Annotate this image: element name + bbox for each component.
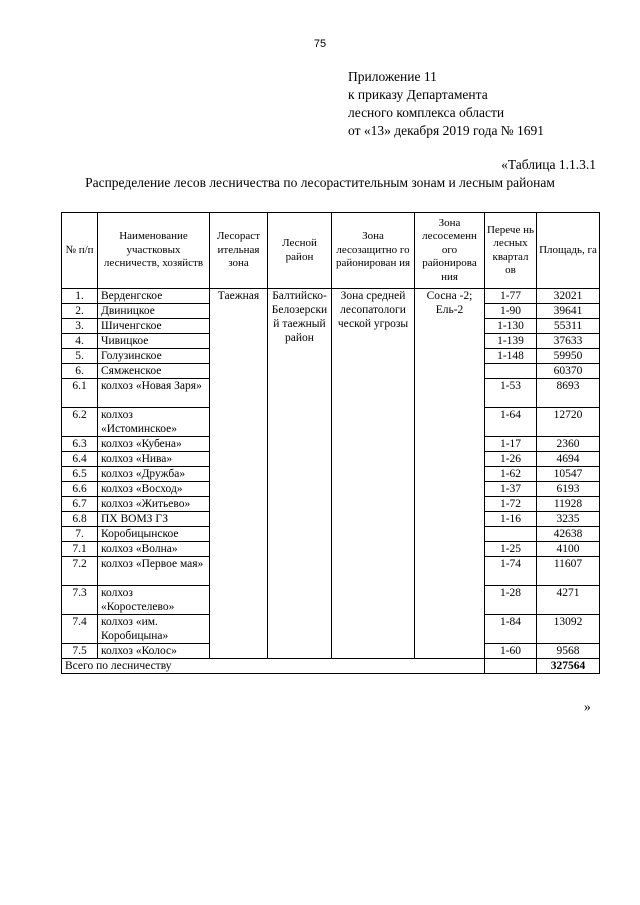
row-area: 39641: [537, 304, 600, 319]
row-quarters: 1-26: [485, 452, 537, 467]
row-quarters: 1-64: [485, 408, 537, 437]
header-forest-region: Лесной район: [268, 213, 332, 289]
row-num: 3.: [62, 319, 98, 334]
row-name: ПХ ВОМЗ ГЗ: [98, 512, 210, 527]
forest-zone-cell: Таежная: [210, 289, 268, 659]
row-area: 11928: [537, 497, 600, 512]
row-name: Верденгское: [98, 289, 210, 304]
row-num: 6.1: [62, 379, 98, 408]
row-name: Голузинское: [98, 349, 210, 364]
appendix-line-2: к приказу Департамента: [348, 87, 488, 102]
forest-distribution-table: [61, 212, 600, 674]
row-area: 59950: [537, 349, 600, 364]
row-name: Сямженское: [98, 364, 210, 379]
row-area: 3235: [537, 512, 600, 527]
row-area: 8693: [537, 379, 600, 408]
row-num: 7.2: [62, 557, 98, 586]
protection-zone-cell: Зона средней лесопатологи ческой угрозы: [332, 289, 415, 659]
row-name: Чивицкое: [98, 334, 210, 349]
row-name: колхоз «Житьево»: [98, 497, 210, 512]
row-area: 9568: [537, 644, 600, 659]
row-num: 6.8: [62, 512, 98, 527]
row-num: 7.: [62, 527, 98, 542]
total-area: 327564: [537, 659, 600, 674]
row-num: 6.3: [62, 437, 98, 452]
row-name: колхоз «Коростелево»: [98, 586, 210, 615]
row-quarters: 1-17: [485, 437, 537, 452]
header-name: Наименование участковых лесничеств, хозяйств: [98, 213, 210, 289]
row-area: 6193: [537, 482, 600, 497]
table-reference: «Таблица 1.1.3.1: [501, 157, 596, 172]
row-quarters: 1-139: [485, 334, 537, 349]
row-num: 2.: [62, 304, 98, 319]
row-name: Коробицынское: [98, 527, 210, 542]
row-num: 6.2: [62, 408, 98, 437]
row-name: колхоз «Нива»: [98, 452, 210, 467]
row-quarters: 1-74: [485, 557, 537, 586]
total-row: [62, 659, 600, 674]
row-name: колхоз «Дружба»: [98, 467, 210, 482]
header-area: Площадь, га: [537, 213, 600, 289]
header-protection-zone: Зона лесозащитно го районирован ия: [332, 213, 415, 289]
row-area: 10547: [537, 467, 600, 482]
row-name: колхоз «Истоминское»: [98, 408, 210, 437]
row-quarters: 1-130: [485, 319, 537, 334]
header-forest-zone: Лесораст ительная зона: [210, 213, 268, 289]
row-quarters: [485, 364, 537, 379]
row-num: 1.: [62, 289, 98, 304]
table-row: [62, 289, 600, 304]
row-quarters: 1-84: [485, 615, 537, 644]
row-name: Двиницкое: [98, 304, 210, 319]
row-area: 12720: [537, 408, 600, 437]
row-quarters: 1-72: [485, 497, 537, 512]
row-num: 5.: [62, 349, 98, 364]
row-area: 42638: [537, 527, 600, 542]
row-name: колхоз «Кубена»: [98, 437, 210, 452]
header-quarters: Перече нь лесных квартал ов: [485, 213, 537, 289]
total-quarters: [485, 659, 537, 674]
row-name: колхоз «им. Коробицына»: [98, 615, 210, 644]
row-quarters: 1-37: [485, 482, 537, 497]
row-area: 2360: [537, 437, 600, 452]
table-header-row: [62, 213, 600, 289]
row-num: 7.5: [62, 644, 98, 659]
total-label: Всего по лесничеству: [62, 659, 485, 674]
closing-quote: »: [584, 699, 591, 714]
row-num: 6.: [62, 364, 98, 379]
appendix-header: [348, 68, 544, 140]
table-title: Распределение лесов лесничества по лесорастительным зонам и лесным районам: [85, 175, 555, 190]
row-area: 32021: [537, 289, 600, 304]
row-quarters: 1-53: [485, 379, 537, 408]
header-seed-zone: Зона лесосеменн ого районирова ния: [415, 213, 485, 289]
row-quarters: 1-60: [485, 644, 537, 659]
row-quarters: [485, 527, 537, 542]
row-quarters: 1-25: [485, 542, 537, 557]
page-number: 75: [313, 38, 327, 50]
appendix-line-4: от «13» декабря 2019 года № 1691: [348, 123, 545, 138]
row-num: 6.4: [62, 452, 98, 467]
row-quarters: 1-62: [485, 467, 537, 482]
row-area: 4100: [537, 542, 600, 557]
row-area: 55311: [537, 319, 600, 334]
row-quarters: 1-16: [485, 512, 537, 527]
row-name: Шиченгское: [98, 319, 210, 334]
row-name: колхоз «Колос»: [98, 644, 210, 659]
row-area: 11607: [537, 557, 600, 586]
row-quarters: 1-90: [485, 304, 537, 319]
row-num: 7.1: [62, 542, 98, 557]
row-num: 6.7: [62, 497, 98, 512]
appendix-line-1: Приложение 11: [348, 69, 437, 84]
row-quarters: 1-28: [485, 586, 537, 615]
row-name: колхоз «Новая Заря»: [98, 379, 210, 408]
row-area: 60370: [537, 364, 600, 379]
row-name: колхоз «Волна»: [98, 542, 210, 557]
row-quarters: 1-148: [485, 349, 537, 364]
row-quarters: 1-77: [485, 289, 537, 304]
row-name: колхоз «Восход»: [98, 482, 210, 497]
row-num: 4.: [62, 334, 98, 349]
forest-region-cell: Балтийско-Белозерски й таежный район: [268, 289, 332, 659]
appendix-line-3: лесного комплекса области: [348, 105, 505, 120]
row-area: 4271: [537, 586, 600, 615]
row-num: 7.3: [62, 586, 98, 615]
row-num: 6.5: [62, 467, 98, 482]
row-area: 37633: [537, 334, 600, 349]
header-num: № п/п: [62, 213, 98, 289]
seed-zone-cell: Сосна -2; Ель-2: [415, 289, 485, 659]
row-area: 13092: [537, 615, 600, 644]
row-num: 7.4: [62, 615, 98, 644]
row-area: 4694: [537, 452, 600, 467]
row-num: 6.6: [62, 482, 98, 497]
row-name: колхоз «Первое мая»: [98, 557, 210, 586]
